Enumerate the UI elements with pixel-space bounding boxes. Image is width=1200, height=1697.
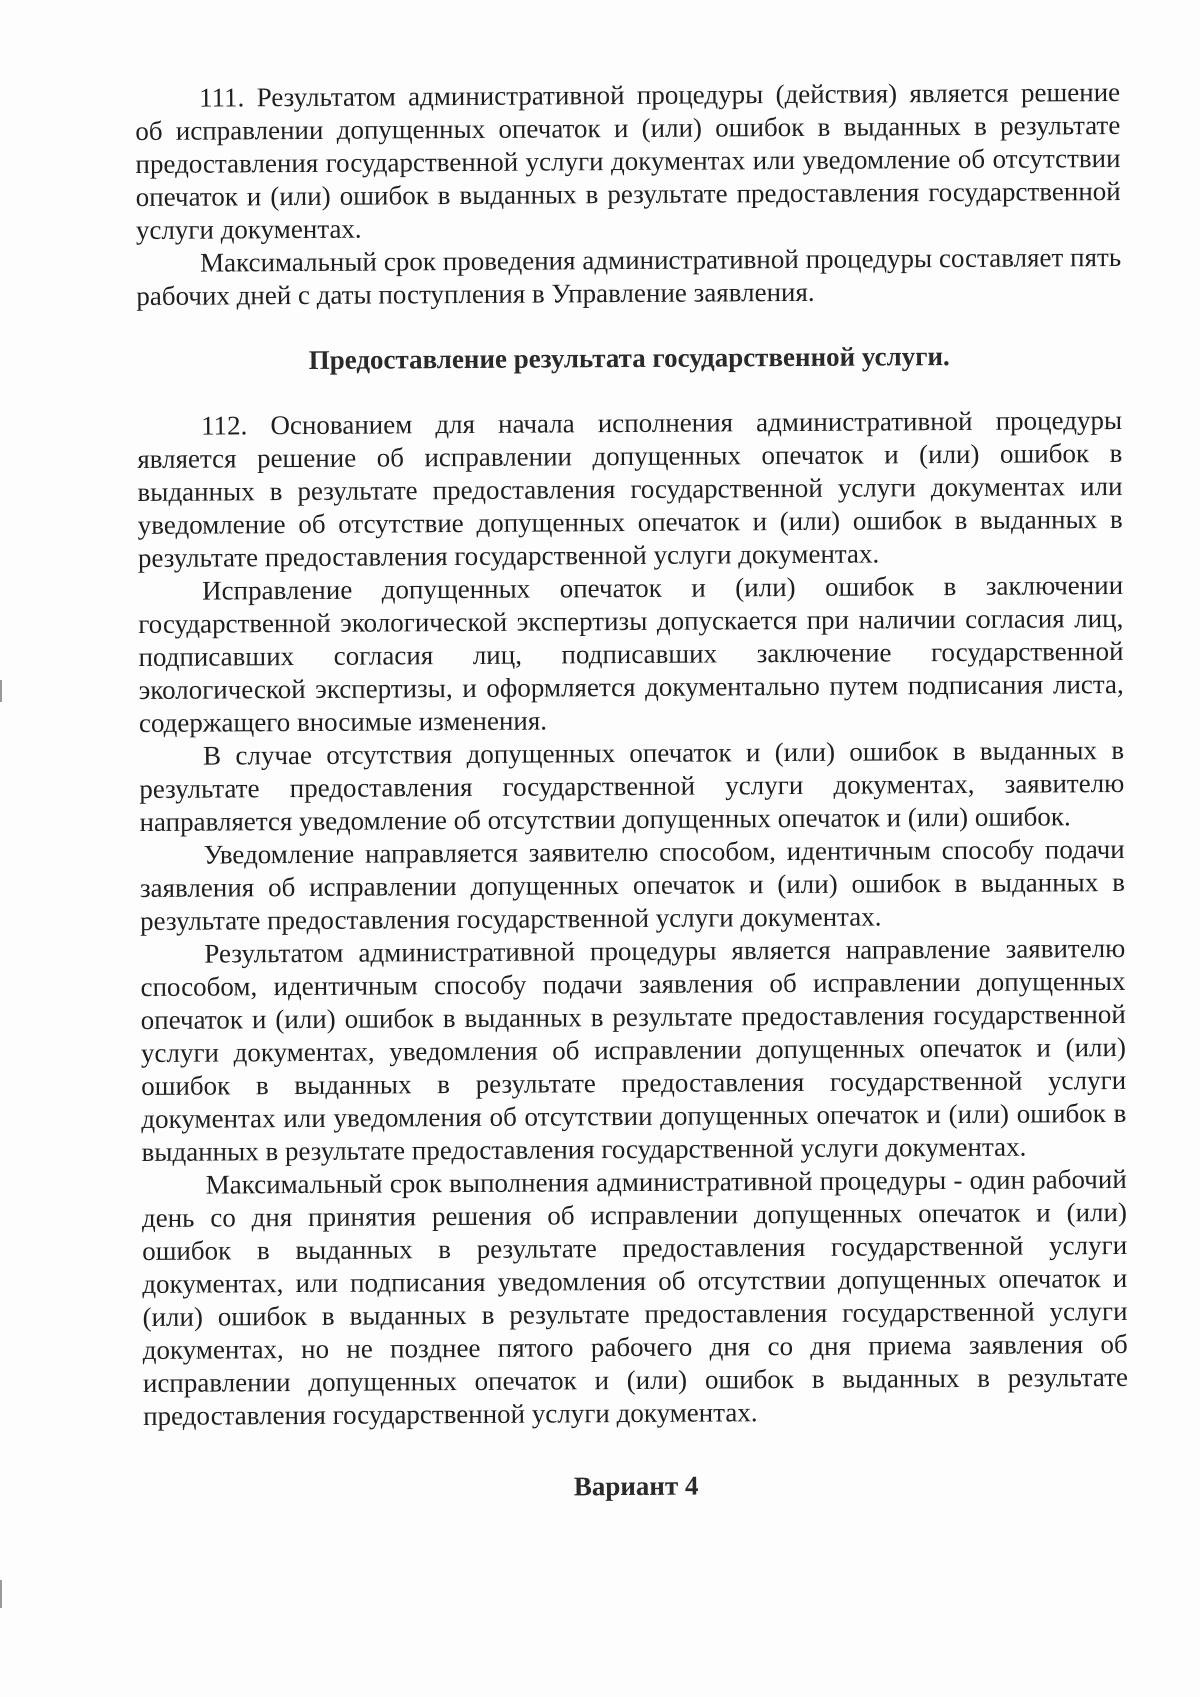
paragraph-112: 112. Основанием для начала исполнения административной процедуры является решение об исправлении допущенных опечаток и (или) ошибок в выданных в результате предоставления государственной услуги документах или уведомление об отсутствие допущенных опечаток и (или) ошибок в выданных в результате предоставления государственной услуги документах.	[137, 404, 1123, 573]
variant-heading: Вариант 4	[573, 1470, 699, 1502]
paragraph-notification: Уведомление направляется заявителю способом, идентичным способу подачи заявления об исправлении допущенных опечаток и (или) ошибок в выданных в результате предоставления государственной услуги документах.	[139, 833, 1125, 936]
scan-edge-mark	[0, 680, 2, 702]
paragraph-111: 111. Результатом административной процедуры (действия) является решение об исправлении допущенных опечаток и (или) ошибок в выданных в результате предоставления государственной услуги документах или уведомление об отсутствии опечаток и (или) ошибок в выданных в результате предоставления государственной услуги документах.	[135, 76, 1121, 245]
paragraph-result: Результатом административной процедуры является направление заявителю способом, идентичным способу подачи заявления об исправлении допущенных опечаток и (или) ошибок в выданных в результате предоставления государственной услуги документах, уведомления об исправлении допущенных опечаток и (или) ошибок в выданных в результате предоставления государственной услуги документах или уведомления об отсутствии допущенных опечаток и (или) ошибок в выданных в результате предоставления государственной услуги документах.	[140, 932, 1127, 1167]
paragraph-absence-case: В случае отсутствия допущенных опечаток и (или) ошибок в выданных в результате предоставления государственной услуги документах, заявителю направляется уведомление об отсутствии допущенных опечаток и (или) ошибок.	[139, 734, 1125, 837]
paragraph-max-term: Максимальный срок проведения административной процедуры составляет пять рабочих дней с даты поступления в Управление заявления.	[136, 241, 1122, 311]
paragraph-max-execution-term: Максимальный срок выполнения административной процедуры - один рабочий день со дня принятия решения об исправлении допущенных опечаток и (или) ошибок в выданных в результате предоставления государственной услуги документах, или подписания уведомления об отсутствии допущенных опечаток и (или) ошибок в выданных в результате предоставления государственной услуги документах, но не позднее пятого рабочего дня со дня приема заявления об исправлении допущенных опечаток и (или) ошибок в выданных в результате предоставления государственной услуги документах.	[141, 1163, 1129, 1431]
scan-edge-mark	[0, 1580, 2, 1608]
document-body	[135, 76, 1129, 1506]
paragraph-correction: Исправление допущенных опечаток и (или) ошибок в заключении государственной экологической экспертизы допускается при наличии согласия лиц, подписавших согласия лиц, подписавших заключение государственной экологической экспертизы, и оформляется документально путем подписания листа, содержащего вносимые изменения.	[138, 569, 1124, 738]
section-heading: Предоставление результата государственной услуги.	[308, 341, 950, 375]
